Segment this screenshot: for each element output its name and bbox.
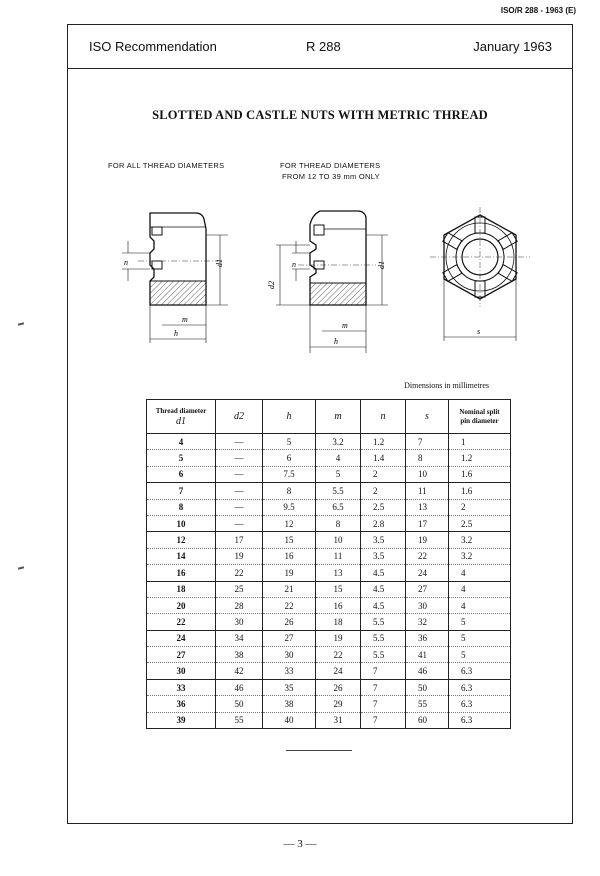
table-cell: 4.5 bbox=[361, 565, 406, 581]
table-row bbox=[147, 466, 511, 482]
table-cell: 6.3 bbox=[449, 696, 511, 712]
table-cell: 6.5 bbox=[316, 499, 361, 515]
table-cell: 11 bbox=[406, 483, 449, 499]
table-cell: 31 bbox=[316, 712, 361, 728]
table-cell: 34 bbox=[216, 630, 263, 646]
col-split-pin-line1: Nominal split bbox=[459, 407, 500, 416]
col-s: s bbox=[406, 400, 449, 434]
table-cell: 19 bbox=[263, 565, 316, 581]
table-cell: — bbox=[216, 515, 263, 531]
table-cell: 30 bbox=[406, 597, 449, 613]
table-cell: 1.6 bbox=[449, 466, 511, 482]
table-row bbox=[147, 696, 511, 712]
label-n: n bbox=[124, 258, 128, 267]
label-n-castle: n bbox=[292, 260, 296, 269]
header-recommendation: ISO Recommendation bbox=[89, 39, 217, 54]
table-cell: 17 bbox=[216, 532, 263, 548]
table-cell: 35 bbox=[263, 679, 316, 695]
table-cell: 30 bbox=[147, 663, 216, 679]
table-cell: 15 bbox=[316, 581, 361, 597]
table-cell: 2.8 bbox=[361, 515, 406, 531]
page-number: — 3 — bbox=[283, 838, 317, 850]
table-cell: 6.3 bbox=[449, 712, 511, 728]
table-cell: 10 bbox=[147, 515, 216, 531]
caption-all-diameters bbox=[108, 160, 224, 171]
table-cell: 7 bbox=[406, 434, 449, 450]
table-cell: 3.2 bbox=[316, 434, 361, 450]
table-cell: — bbox=[216, 466, 263, 482]
table-cell: 30 bbox=[216, 614, 263, 630]
table-cell: 10 bbox=[406, 466, 449, 482]
table-cell: 46 bbox=[216, 679, 263, 695]
table-cell: 36 bbox=[147, 696, 216, 712]
table-cell: 33 bbox=[263, 663, 316, 679]
table-row bbox=[147, 532, 511, 548]
table-cell: 22 bbox=[316, 647, 361, 663]
table-cell: 19 bbox=[406, 532, 449, 548]
table-cell: 55 bbox=[216, 712, 263, 728]
table-cell: 19 bbox=[216, 548, 263, 564]
table-cell: 1.2 bbox=[449, 450, 511, 466]
label-h-castle: h bbox=[334, 337, 338, 346]
label-m-castle: m bbox=[342, 321, 348, 330]
table-cell: 4 bbox=[147, 434, 216, 450]
table-cell: 33 bbox=[147, 679, 216, 695]
table-cell: 5.5 bbox=[361, 647, 406, 663]
table-cell: 8 bbox=[316, 515, 361, 531]
table-cell: 4 bbox=[316, 450, 361, 466]
table-cell: 11 bbox=[316, 548, 361, 564]
table-cell: 5 bbox=[449, 630, 511, 646]
col-split-pin-line2: pin diameter bbox=[460, 416, 499, 425]
table-row bbox=[147, 663, 511, 679]
closing-rule bbox=[286, 750, 352, 751]
col-d2: d2 bbox=[216, 400, 263, 434]
table-cell: 16 bbox=[147, 565, 216, 581]
table-cell: — bbox=[216, 483, 263, 499]
table-cell: 40 bbox=[263, 712, 316, 728]
table-cell: 5 bbox=[316, 466, 361, 482]
table-cell: 7 bbox=[147, 483, 216, 499]
table-cell: 4.5 bbox=[361, 581, 406, 597]
page-header bbox=[68, 25, 572, 69]
table-cell: 27 bbox=[147, 647, 216, 663]
table-cell: 42 bbox=[216, 663, 263, 679]
castle-nut-drawing bbox=[258, 205, 398, 355]
label-d2: d2 bbox=[267, 281, 276, 289]
caption-all-text: FOR ALL THREAD DIAMETERS bbox=[108, 161, 225, 170]
table-cell: 30 bbox=[263, 647, 316, 663]
dimensions-table bbox=[146, 399, 511, 729]
table-cell: 6 bbox=[263, 450, 316, 466]
table-cell: 16 bbox=[316, 597, 361, 613]
table-cell: 36 bbox=[406, 630, 449, 646]
col-thread-diameter bbox=[147, 400, 216, 434]
table-cell: 5 bbox=[449, 614, 511, 630]
table-cell: 21 bbox=[263, 581, 316, 597]
page-title: SLOTTED AND CASTLE NUTS WITH METRIC THREAD bbox=[152, 108, 488, 122]
table-cell: 50 bbox=[216, 696, 263, 712]
table-cell: 4 bbox=[449, 581, 511, 597]
nut-top-view-drawing bbox=[430, 207, 530, 345]
caption-castle-line1: FOR THREAD DIAMETERS bbox=[280, 161, 381, 170]
table-cell: 15 bbox=[263, 532, 316, 548]
table-cell: 10 bbox=[316, 532, 361, 548]
table-cell: 8 bbox=[406, 450, 449, 466]
table-cell: 24 bbox=[147, 630, 216, 646]
table-cell: 6 bbox=[147, 466, 216, 482]
table-cell: 55 bbox=[406, 696, 449, 712]
table-cell: 2 bbox=[361, 483, 406, 499]
table-cell: 2 bbox=[361, 466, 406, 482]
label-h: h bbox=[174, 329, 178, 338]
table-cell: 2 bbox=[449, 499, 511, 515]
table-cell: 1 bbox=[449, 434, 511, 450]
table-cell: 13 bbox=[316, 565, 361, 581]
table-cell: 2.5 bbox=[361, 499, 406, 515]
table-cell: 6.3 bbox=[449, 679, 511, 695]
table-cell: 17 bbox=[406, 515, 449, 531]
table-cell: 60 bbox=[406, 712, 449, 728]
table-cell: 27 bbox=[406, 581, 449, 597]
table-cell: 3.5 bbox=[361, 548, 406, 564]
table-cell: 38 bbox=[216, 647, 263, 663]
table-cell: 4 bbox=[449, 597, 511, 613]
table-cell: 2.5 bbox=[449, 515, 511, 531]
table-cell: 3.5 bbox=[361, 532, 406, 548]
table-cell: 19 bbox=[316, 630, 361, 646]
col-thread-diameter-label: Thread diameter bbox=[155, 406, 207, 415]
table-cell: 38 bbox=[263, 696, 316, 712]
table-cell: 5.5 bbox=[361, 630, 406, 646]
table-row bbox=[147, 597, 511, 613]
table-row bbox=[147, 614, 511, 630]
table-cell: 28 bbox=[216, 597, 263, 613]
header-date: January 1963 bbox=[473, 39, 552, 54]
table-row bbox=[147, 483, 511, 499]
dimensions-note: Dimensions in millimetres bbox=[404, 381, 489, 390]
table-cell: 41 bbox=[406, 647, 449, 663]
table-cell: 16 bbox=[263, 548, 316, 564]
document-reference: ISO/R 288 - 1963 (E) bbox=[500, 6, 576, 15]
table-cell: 24 bbox=[316, 663, 361, 679]
table-row bbox=[147, 434, 511, 450]
table-row bbox=[147, 647, 511, 663]
label-d1-castle: d1 bbox=[377, 261, 386, 269]
table-cell: 5 bbox=[263, 434, 316, 450]
table-row bbox=[147, 499, 511, 515]
table-row bbox=[147, 515, 511, 531]
table-cell: 14 bbox=[147, 548, 216, 564]
table-cell: 7.5 bbox=[263, 466, 316, 482]
table-cell: — bbox=[216, 450, 263, 466]
table-cell: 22 bbox=[406, 548, 449, 564]
label-d1: d1 bbox=[215, 259, 224, 267]
table-cell: 26 bbox=[316, 679, 361, 695]
table-cell: 22 bbox=[216, 565, 263, 581]
table-cell: 7 bbox=[361, 712, 406, 728]
col-thread-diameter-symbol: d1 bbox=[176, 415, 186, 427]
table-cell: 3.2 bbox=[449, 548, 511, 564]
table-cell: 46 bbox=[406, 663, 449, 679]
table-cell: 9.5 bbox=[263, 499, 316, 515]
table-header-row bbox=[147, 400, 511, 434]
table-cell: 12 bbox=[147, 532, 216, 548]
col-split-pin bbox=[449, 400, 511, 434]
table-cell: 7 bbox=[361, 696, 406, 712]
label-m: m bbox=[182, 315, 188, 324]
table-cell: 22 bbox=[263, 597, 316, 613]
table-cell: 22 bbox=[147, 614, 216, 630]
table-cell: 29 bbox=[316, 696, 361, 712]
label-s: s bbox=[477, 327, 481, 336]
caption-castle-line2: FROM 12 TO 39 mm ONLY bbox=[282, 172, 380, 181]
table-row bbox=[147, 679, 511, 695]
table-cell: 18 bbox=[147, 581, 216, 597]
col-h: h bbox=[263, 400, 316, 434]
table-cell: 6.3 bbox=[449, 663, 511, 679]
table-row bbox=[147, 565, 511, 581]
table-cell: 27 bbox=[263, 630, 316, 646]
col-m: m bbox=[316, 400, 361, 434]
table-cell: 8 bbox=[263, 483, 316, 499]
table-cell: 1.2 bbox=[361, 434, 406, 450]
page-frame bbox=[67, 24, 573, 824]
table-cell: 50 bbox=[406, 679, 449, 695]
table-body bbox=[147, 434, 511, 729]
table-row bbox=[147, 712, 511, 728]
table-cell: 3.2 bbox=[449, 532, 511, 548]
table-row bbox=[147, 581, 511, 597]
table-cell: 12 bbox=[263, 515, 316, 531]
margin-mark bbox=[18, 322, 24, 325]
table-cell: 5 bbox=[147, 450, 216, 466]
table-cell: 25 bbox=[216, 581, 263, 597]
table-cell: 4.5 bbox=[361, 597, 406, 613]
table-row bbox=[147, 630, 511, 646]
header-number: R 288 bbox=[306, 39, 341, 54]
table-cell: 5.5 bbox=[316, 483, 361, 499]
table-cell: 18 bbox=[316, 614, 361, 630]
slotted-nut-drawing bbox=[108, 205, 228, 345]
table-cell: — bbox=[216, 499, 263, 515]
table-cell: 1.6 bbox=[449, 483, 511, 499]
table-cell: 4 bbox=[449, 565, 511, 581]
table-cell: 20 bbox=[147, 597, 216, 613]
table-row bbox=[147, 450, 511, 466]
table-cell: 7 bbox=[361, 663, 406, 679]
table-cell: 24 bbox=[406, 565, 449, 581]
table-cell: 26 bbox=[263, 614, 316, 630]
table-cell: 39 bbox=[147, 712, 216, 728]
table-cell: 5 bbox=[449, 647, 511, 663]
table-cell: 7 bbox=[361, 679, 406, 695]
margin-mark bbox=[18, 566, 24, 569]
col-n: n bbox=[361, 400, 406, 434]
caption-castle-diameters bbox=[280, 160, 380, 182]
table-cell: 32 bbox=[406, 614, 449, 630]
table-cell: 8 bbox=[147, 499, 216, 515]
table-cell: — bbox=[216, 434, 263, 450]
table-row bbox=[147, 548, 511, 564]
table-cell: 1.4 bbox=[361, 450, 406, 466]
table-cell: 13 bbox=[406, 499, 449, 515]
table-cell: 5.5 bbox=[361, 614, 406, 630]
